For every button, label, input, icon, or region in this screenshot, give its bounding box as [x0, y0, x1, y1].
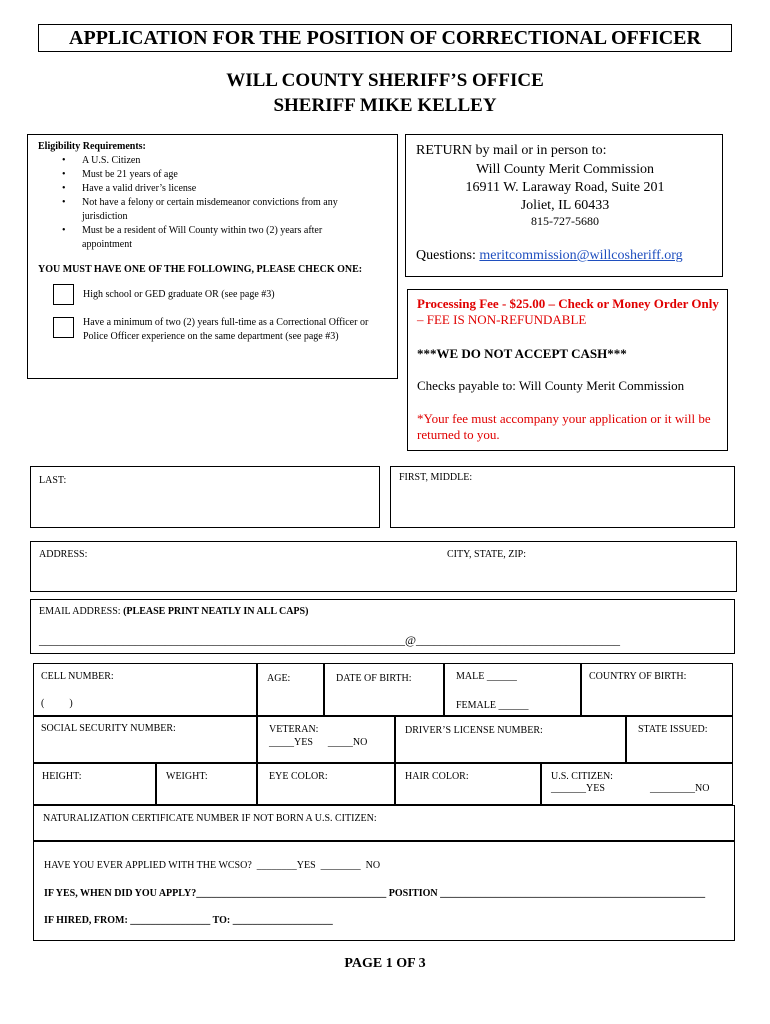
drivers-license-field[interactable] [395, 716, 626, 763]
eye-color-field[interactable] [257, 763, 395, 805]
dob-field[interactable] [324, 663, 444, 716]
previous-application-box [33, 841, 735, 941]
country-label: COUNTRY OF BIRTH: [589, 671, 687, 682]
fee-nonrefundable: – FEE IS NON-REFUNDABLE [417, 312, 587, 327]
fee-amount: Processing Fee - $25.00 – Check or Money Order Only [417, 296, 719, 311]
height-label: HEIGHT: [42, 771, 82, 782]
return-heading: RETURN by mail or in person to: [416, 143, 607, 158]
last-name-label: LAST: [39, 475, 67, 486]
option-1-checkbox[interactable] [53, 284, 74, 305]
height-field[interactable] [33, 763, 156, 805]
drivers-license-label: DRIVER’S LICENSE NUMBER: [405, 725, 543, 736]
hired-dates-line: IF HIRED, FROM: ________________ TO: ____________________ [44, 915, 333, 926]
email-label: EMAIL ADDRESS: [39, 606, 124, 617]
questions-line [416, 246, 683, 265]
weight-field[interactable] [156, 763, 257, 805]
veteran-field[interactable] [257, 716, 395, 763]
city-state-zip-label: CITY, STATE, ZIP: [447, 549, 527, 560]
age-field[interactable] [257, 663, 324, 716]
fee-text [417, 296, 722, 328]
ssn-label: SOCIAL SECURITY NUMBER: [41, 723, 176, 734]
email-note: (PLEASE PRINT NEATLY IN ALL CAPS) [123, 606, 309, 617]
return-city: Joliet, IL 60433 [520, 198, 610, 213]
eligibility-item: • A U.S. Citizen [82, 154, 368, 168]
email-write-line: _____________________________________________________________@__________________________________ [39, 633, 621, 647]
when-applied-line: IF YES, WHEN DID YOU APPLY?______________________________________ POSITION _____________________________________________________ [44, 888, 706, 899]
eligibility-item: • Have a valid driver’s license [82, 182, 368, 196]
naturalization-label: NATURALIZATION CERTIFICATE NUMBER IF NOT BORN A U.S. CITIZEN: [43, 813, 377, 824]
cell-area-code: ( ) [41, 698, 73, 709]
ssn-field[interactable] [33, 716, 257, 763]
gender-field[interactable] [444, 663, 581, 716]
country-of-birth-field[interactable] [581, 663, 733, 716]
veteran-label: VETERAN: [269, 724, 319, 735]
fee-box [407, 289, 728, 451]
return-org: Will County Merit Commission [476, 162, 654, 177]
cell-label: CELL NUMBER: [41, 671, 114, 682]
return-street: 16911 W. Laraway Road, Suite 201 [465, 180, 665, 195]
us-citizen-field[interactable] [541, 763, 733, 805]
fee-accompany-note: *Your fee must accompany your application or it will be returned to you. [417, 411, 711, 442]
address-row [30, 541, 737, 592]
first-middle-label: FIRST, MIDDLE: [399, 472, 473, 483]
email-label-line [39, 606, 308, 618]
no-cash-note: ***WE DO NOT ACCEPT CASH*** [417, 346, 627, 361]
eligibility-item: • Must be a resident of Will County within two (2) years after appointment [82, 224, 368, 252]
option-2-checkbox[interactable] [53, 317, 74, 338]
hair-color-field[interactable] [395, 763, 541, 805]
us-citizen-label: U.S. CITIZEN: [551, 771, 613, 782]
female-option: FEMALE ______ [456, 700, 529, 711]
eligibility-item: • Not have a felony or certain misdemeanor convictions from any jurisdiction [82, 196, 368, 224]
address-label: ADDRESS: [39, 549, 88, 560]
sheriff-name: SHERIFF MIKE KELLEY [273, 95, 497, 116]
form-title: APPLICATION FOR THE POSITION OF CORRECTIONAL OFFICER [38, 24, 732, 52]
naturalization-field[interactable] [33, 805, 735, 841]
option-1-label: High school or GED graduate OR (see page #3) [83, 289, 275, 300]
dob-label: DATE OF BIRTH: [336, 673, 412, 684]
eligibility-box [27, 134, 398, 379]
questions-email-link[interactable]: meritcommission@willcosheriff.org [479, 248, 683, 263]
state-issued-label: STATE ISSUED: [638, 724, 708, 735]
citizen-no: _________NO [650, 783, 710, 794]
last-name-field[interactable] [30, 466, 380, 528]
return-phone: 815-727-5680 [531, 214, 599, 228]
eligibility-item: • Must be 21 years of age [82, 168, 368, 182]
option-2-label: Have a minimum of two (2) years full-time as a Correctional Officer or Police Officer experience on the same department (see page #3) [83, 317, 369, 342]
veteran-yes-no: _____YES _____NO [269, 737, 368, 748]
eligibility-list [38, 154, 368, 252]
first-middle-field[interactable] [390, 466, 735, 528]
state-issued-field[interactable] [626, 716, 733, 763]
office-name: WILL COUNTY SHERIFF’S OFFICE [226, 70, 544, 91]
eye-color-label: EYE COLOR: [269, 771, 328, 782]
applied-question: HAVE YOU EVER APPLIED WITH THE WCSO? ________YES ________ NO [44, 860, 381, 871]
must-have-note: YOU MUST HAVE ONE OF THE FOLLOWING, PLEASE CHECK ONE: [38, 264, 363, 275]
return-box [405, 134, 723, 277]
male-option: MALE ______ [456, 671, 517, 682]
age-label: AGE: [267, 673, 291, 684]
cell-number-field[interactable] [33, 663, 257, 716]
page-number: PAGE 1 OF 3 [344, 956, 426, 971]
eligibility-heading: Eligibility Requirements: [38, 141, 146, 152]
questions-label: Questions: [416, 248, 480, 263]
weight-label: WEIGHT: [166, 771, 208, 782]
hair-color-label: HAIR COLOR: [405, 771, 469, 782]
citizen-yes: _______YES [551, 783, 605, 794]
email-field[interactable] [30, 599, 735, 654]
checks-payable: Checks payable to: Will County Merit Commission [417, 378, 685, 393]
